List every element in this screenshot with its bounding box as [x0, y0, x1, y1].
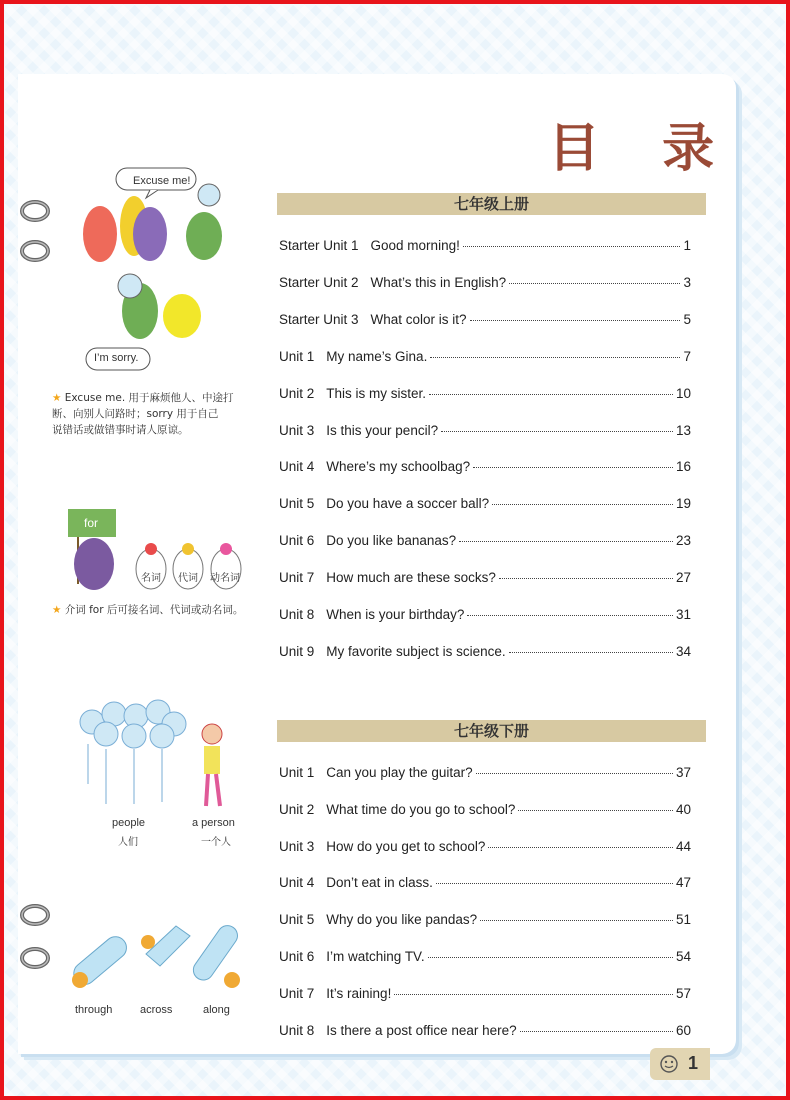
toc-unit-label: Unit 2 [279, 801, 315, 817]
toc-page-number: 44 [675, 838, 691, 854]
toc-unit-label: Unit 8 [279, 1022, 315, 1038]
toc-leader-dots [492, 504, 673, 505]
toc-unit-title: What color is it? [370, 311, 467, 327]
toc-page-number: 31 [675, 607, 691, 622]
toc-page-number: 37 [675, 765, 691, 780]
toc-row[interactable] [279, 1023, 691, 1043]
note-excuse-sorry: ★ Excuse me. 用于麻烦他人、中途打 断、向别人问路时；sorry 用于自己 说错话或做错事时请人原谅。 [52, 392, 234, 436]
caption-through: through [75, 1004, 113, 1016]
bubble-sorry: I’m sorry. [94, 352, 139, 364]
toc-unit-title: When is your birthday? [326, 607, 465, 622]
toc-row[interactable] [279, 875, 691, 895]
tag-pronoun: 代词 [178, 573, 198, 584]
toc-unit-label: Unit 7 [279, 570, 315, 586]
toc-leader-dots [467, 615, 673, 616]
toc-leader-dots [509, 283, 680, 284]
page-title: 目 录 [548, 119, 737, 179]
toc-leader-dots [518, 810, 673, 811]
toc-unit-label: Unit 2 [279, 385, 315, 401]
toc-unit-label: Unit 5 [279, 912, 315, 928]
toc-leader-dots [499, 578, 673, 579]
toc-row[interactable] [279, 275, 691, 295]
bubble-excuse-me: Excuse me! [133, 175, 191, 187]
toc-unit-title: How do you get to school? [326, 838, 486, 854]
toc-unit-label: Unit 6 [279, 533, 315, 549]
toc-row[interactable] [279, 644, 691, 664]
toc-unit-title: How much are these socks? [326, 570, 496, 586]
toc-row[interactable] [279, 386, 691, 406]
toc-page-number: 13 [675, 422, 691, 438]
toc-row[interactable] [279, 423, 691, 443]
toc-page-number: 3 [683, 274, 691, 290]
toc-unit-title: Good morning! [370, 238, 460, 253]
sign-for: for [84, 516, 99, 530]
toc-page-number: 40 [675, 801, 691, 817]
binder-ring-icon [20, 240, 50, 262]
caption-person-en: a person [192, 817, 235, 829]
toc-row[interactable] [279, 765, 691, 785]
toc-unit-label: Starter Unit 3 [279, 311, 359, 327]
toc-row[interactable] [279, 570, 691, 590]
toc-leader-dots [480, 920, 673, 921]
toc-unit-label: Unit 9 [279, 643, 315, 659]
toc-page-number: 27 [675, 570, 691, 586]
toc-page-number: 60 [675, 1022, 691, 1038]
note-for: ★ 介词 for 后可接名词、代词或动名词。 [52, 604, 244, 616]
star-icon: ★ [52, 604, 62, 616]
toc-unit-label: Starter Unit 2 [279, 274, 359, 290]
toc-leader-dots [473, 467, 673, 468]
toc-unit-title: Is there a post office near here? [326, 1022, 517, 1038]
toc-leader-dots [429, 394, 673, 395]
toc-page-number: 19 [675, 496, 691, 512]
toc-unit-label: Unit 7 [279, 985, 315, 1001]
excuse-me-illustration [70, 164, 240, 379]
toc-page-number: 10 [675, 385, 691, 401]
section-header-grade7-vol1: 七年级上册 [277, 193, 706, 215]
toc-row[interactable] [279, 986, 691, 1006]
toc-unit-title: My favorite subject is science. [326, 643, 506, 659]
toc-leader-dots [520, 1031, 673, 1032]
toc-unit-title: I’m watching TV. [326, 949, 425, 964]
toc-unit-title: Do you have a soccer ball? [326, 496, 490, 512]
toc-row[interactable] [279, 459, 691, 479]
toc-row[interactable] [279, 607, 691, 627]
toc-unit-title: Can you play the guitar? [326, 765, 473, 780]
toc-row[interactable] [279, 912, 691, 932]
toc-unit-label: Starter Unit 1 [279, 238, 359, 253]
toc-unit-label: Unit 8 [279, 607, 315, 622]
toc-page-number: 7 [683, 348, 691, 364]
background [4, 4, 786, 1096]
toc-unit-label: Unit 4 [279, 459, 315, 475]
toc-unit-title: Where’s my schoolbag? [326, 459, 471, 475]
toc-row[interactable] [279, 238, 691, 258]
binder-ring-icon [20, 904, 50, 926]
toc-page-number: 5 [683, 311, 691, 327]
toc-unit-label: Unit 3 [279, 838, 315, 854]
caption-people-en: people [112, 817, 146, 829]
toc-row[interactable] [279, 533, 691, 553]
toc-page-number: 16 [675, 459, 691, 475]
caption-person-cn: 一个人 [201, 837, 231, 848]
toc-unit-title: It’s raining! [326, 985, 392, 1001]
toc-unit-title: Is this your pencil? [326, 422, 439, 438]
toc-leader-dots [436, 883, 673, 884]
caption-people-cn: 人们 [118, 837, 138, 848]
binder-ring-icon [20, 947, 50, 969]
toc-page-number: 51 [675, 912, 691, 928]
tag-gerund: 动名词 [210, 573, 240, 584]
toc-row[interactable] [279, 949, 691, 969]
toc-unit-title: This is my sister. [326, 385, 427, 401]
toc-row[interactable] [279, 349, 691, 369]
toc-unit-label: Unit 3 [279, 422, 315, 438]
toc-leader-dots [430, 357, 680, 358]
section-header-grade7-vol2: 七年级下册 [277, 720, 706, 742]
toc-leader-dots [470, 320, 681, 321]
people-illustration [78, 694, 238, 814]
toc-unit-label: Unit 5 [279, 496, 315, 512]
toc-page-number: 34 [675, 643, 691, 659]
preposition-movement-illustration [66, 914, 246, 994]
toc-leader-dots [476, 773, 673, 774]
toc-unit-label: Unit 4 [279, 875, 315, 891]
toc-row[interactable] [279, 802, 691, 822]
tag-noun: 名词 [141, 573, 161, 584]
toc-leader-dots [463, 246, 681, 247]
toc-leader-dots [441, 431, 673, 432]
smiley-icon [660, 1055, 678, 1073]
toc-unit-title: What time do you go to school? [326, 801, 516, 817]
toc-unit-title: Don’t eat in class. [326, 875, 433, 891]
toc-unit-label: Unit 1 [279, 765, 315, 780]
binder-ring-icon [20, 200, 50, 222]
toc-unit-label: Unit 1 [279, 348, 315, 364]
toc-unit-title: What’s this in English? [370, 274, 507, 290]
toc-leader-dots [394, 994, 673, 995]
caption-across: across [140, 1004, 173, 1016]
toc-row[interactable] [279, 839, 691, 859]
toc-leader-dots [488, 847, 673, 848]
toc-unit-label: Unit 6 [279, 949, 315, 964]
toc-leader-dots [428, 957, 673, 958]
toc-page-number: 47 [675, 875, 691, 891]
page-number-tab [650, 1048, 710, 1080]
caption-along: along [203, 1004, 230, 1016]
toc-page-number: 1 [683, 238, 691, 253]
toc-leader-dots [459, 541, 673, 542]
page-number: 1 [688, 1053, 699, 1073]
toc-leader-dots [509, 652, 673, 653]
toc-unit-title: My name’s Gina. [326, 348, 428, 364]
toc-row[interactable] [279, 312, 691, 332]
toc-row[interactable] [279, 496, 691, 516]
toc-page-number: 57 [675, 985, 691, 1001]
star-icon: ★ [52, 392, 62, 404]
toc-unit-title: Why do you like pandas? [326, 912, 478, 928]
toc-page-number: 23 [675, 533, 691, 549]
toc-page-number: 54 [675, 949, 691, 964]
toc-unit-title: Do you like bananas? [326, 533, 457, 549]
